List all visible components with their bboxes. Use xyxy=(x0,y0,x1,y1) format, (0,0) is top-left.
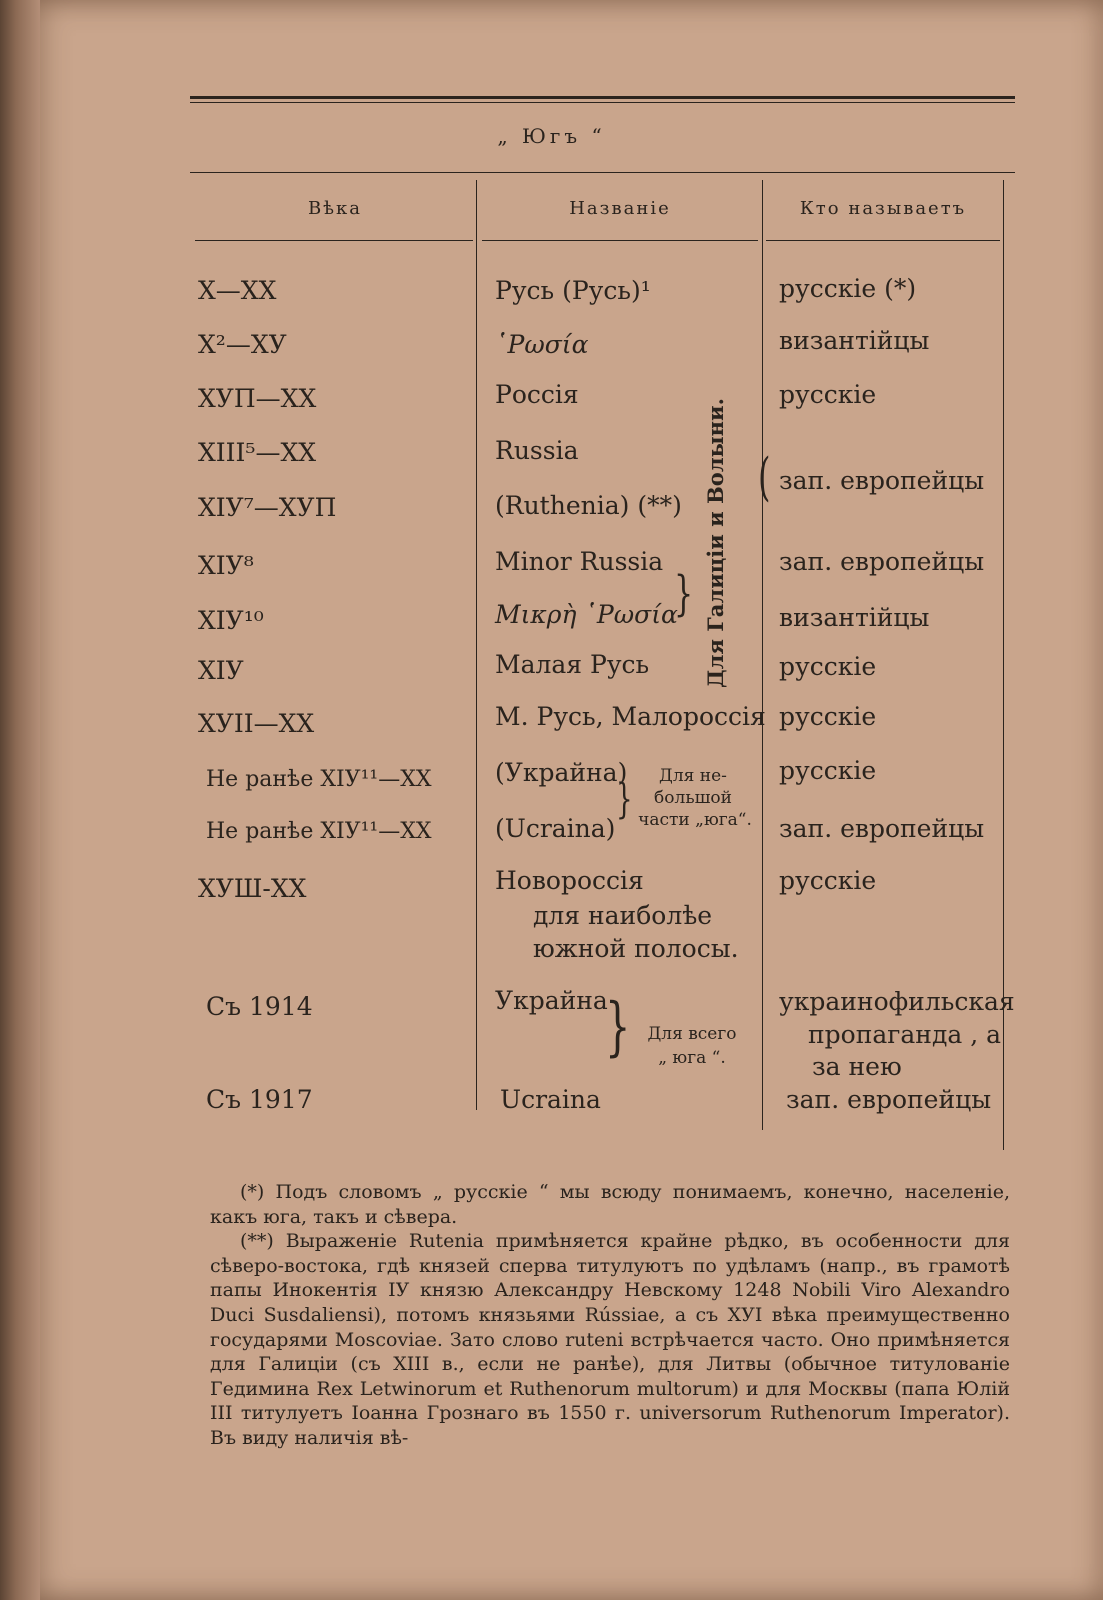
book-spine xyxy=(0,0,40,1600)
brace-whole-south: } xyxy=(605,990,631,1064)
row-century: Не ранѣе XIУ¹¹—XX xyxy=(206,819,432,844)
row-century: XIII⁵—XX xyxy=(198,438,317,467)
late-who-2: пропаганда , а xyxy=(808,1020,1001,1049)
novorossia-note-2: южной полосы. xyxy=(533,934,739,963)
row-who: русскіе (*) xyxy=(779,274,917,303)
column-divider-1 xyxy=(476,180,477,1110)
brace-west-europeans: ( xyxy=(758,446,771,508)
row-century: XУII—XX xyxy=(198,709,315,738)
row-name: Россія xyxy=(495,380,579,409)
header-centuries: Вѣка xyxy=(307,198,363,219)
row-century: Не ранѣе XIУ¹¹—XX xyxy=(206,767,432,792)
row-who: зап. европейцы xyxy=(779,814,985,843)
novorossia-note-1: для наиболѣе xyxy=(533,901,713,930)
row-century: XУП—XX xyxy=(198,384,317,413)
row-name: Minor Russia xyxy=(495,547,664,576)
row-who: русскіе xyxy=(779,866,877,895)
small-part-note-2: большой xyxy=(654,788,732,808)
row-name: Russia xyxy=(495,436,579,465)
page-title: „ Югъ “ xyxy=(497,124,606,148)
row-who: русскіе xyxy=(779,702,877,731)
top-double-rule xyxy=(190,96,1015,99)
row-century: X—XX xyxy=(198,276,277,305)
row-name: М. Русь, Малороссія xyxy=(495,702,766,731)
row-name: Русь (Русь)¹ xyxy=(495,276,651,305)
late-who-3: за нею xyxy=(812,1052,902,1081)
late-name: Украйна xyxy=(495,986,608,1015)
row-century: XУШ-XX xyxy=(198,874,307,903)
top-rule-thin xyxy=(190,102,1015,103)
row-who: русскіе xyxy=(779,652,877,681)
header-name: Названіе xyxy=(569,198,671,219)
header-underline-2 xyxy=(482,240,758,241)
row-who: зап. европейцы xyxy=(779,466,985,495)
late-century: Съ 1917 xyxy=(206,1085,313,1114)
row-who: русскіе xyxy=(779,380,877,409)
row-who: зап. европейцы xyxy=(779,547,985,576)
brace-galicia: } xyxy=(674,566,694,623)
header-underline-1 xyxy=(195,240,473,241)
row-century: XIУ xyxy=(198,656,244,685)
late-who-4: зап. европейцы xyxy=(786,1085,992,1114)
row-century: X²—XУ xyxy=(198,330,287,359)
late-who-1: украинофильская xyxy=(779,987,1015,1016)
row-name: (Украйна) xyxy=(495,758,628,787)
late-name: Ucraina xyxy=(500,1085,601,1114)
row-who: русскіе xyxy=(779,756,877,785)
row-name: Μικρὴ ῾Ρωσία xyxy=(495,600,678,629)
row-who: византійцы xyxy=(779,603,930,632)
small-part-note-3: части „юга“. xyxy=(638,810,752,830)
late-century: Съ 1914 xyxy=(206,992,313,1021)
header-who-names: Кто называетъ xyxy=(799,198,967,219)
row-name: (Ruthenia) (**) xyxy=(495,491,682,520)
column-divider-2 xyxy=(762,180,763,1130)
row-century: XIУ⁷—XУП xyxy=(198,493,337,522)
row-century: XIУ¹⁰ xyxy=(198,606,264,635)
whole-south-note-2: „ юга “. xyxy=(658,1048,726,1068)
row-name: ῾Ρωσία xyxy=(495,330,589,359)
footnote-1: (*) Подъ словомъ „ русскіе “ мы всюду понимаемъ, конечно, населеніе, какъ юга, такъ и сѣвера. xyxy=(210,1181,1010,1228)
header-underline-3 xyxy=(766,240,1000,241)
footnote-2: (**) Выраженіе Rutenia примѣняется крайне рѣдко, въ особенности для сѣверо-востока, гдѣ князей сперва титулуютъ по удѣламъ (напр., въ грамотѣ папы Инокентія IУ князю Александру Невскому 1248 Nobili Viro Alexandro Duci Susdaliensi), потомъ князьями Rússiae, а съ XУI вѣка преимущественно государями Moscoviae. Зато слово ruteni встрѣчается часто. Оно примѣняется для Галиціи (съ XIII в., если не ранѣе), для Литвы (обычное титулованіе Гедимина Rex Letwinorum et Ruthenorum multorum) и для Москвы (папа Юлій III титулуетъ Іоанна Грознаго въ 1550 г. universorum Ruthenorum Imperator). Въ виду наличія вѣ- xyxy=(210,1230,1010,1449)
row-name: (Ucraina) xyxy=(495,814,616,843)
footnotes xyxy=(210,1180,1010,1451)
table-top-rule xyxy=(190,172,1015,173)
galicia-note: Для Галиціи и Волыни. xyxy=(703,398,728,688)
brace-small-part: } xyxy=(616,776,633,824)
small-part-note-1: Для не- xyxy=(659,766,727,786)
whole-south-note-1: Для всего xyxy=(647,1024,737,1044)
row-century: XIУ⁸ xyxy=(198,551,254,580)
row-name: Новороссія xyxy=(495,866,644,895)
row-who: византійцы xyxy=(779,326,930,355)
row-name: Малая Русь xyxy=(495,650,650,679)
